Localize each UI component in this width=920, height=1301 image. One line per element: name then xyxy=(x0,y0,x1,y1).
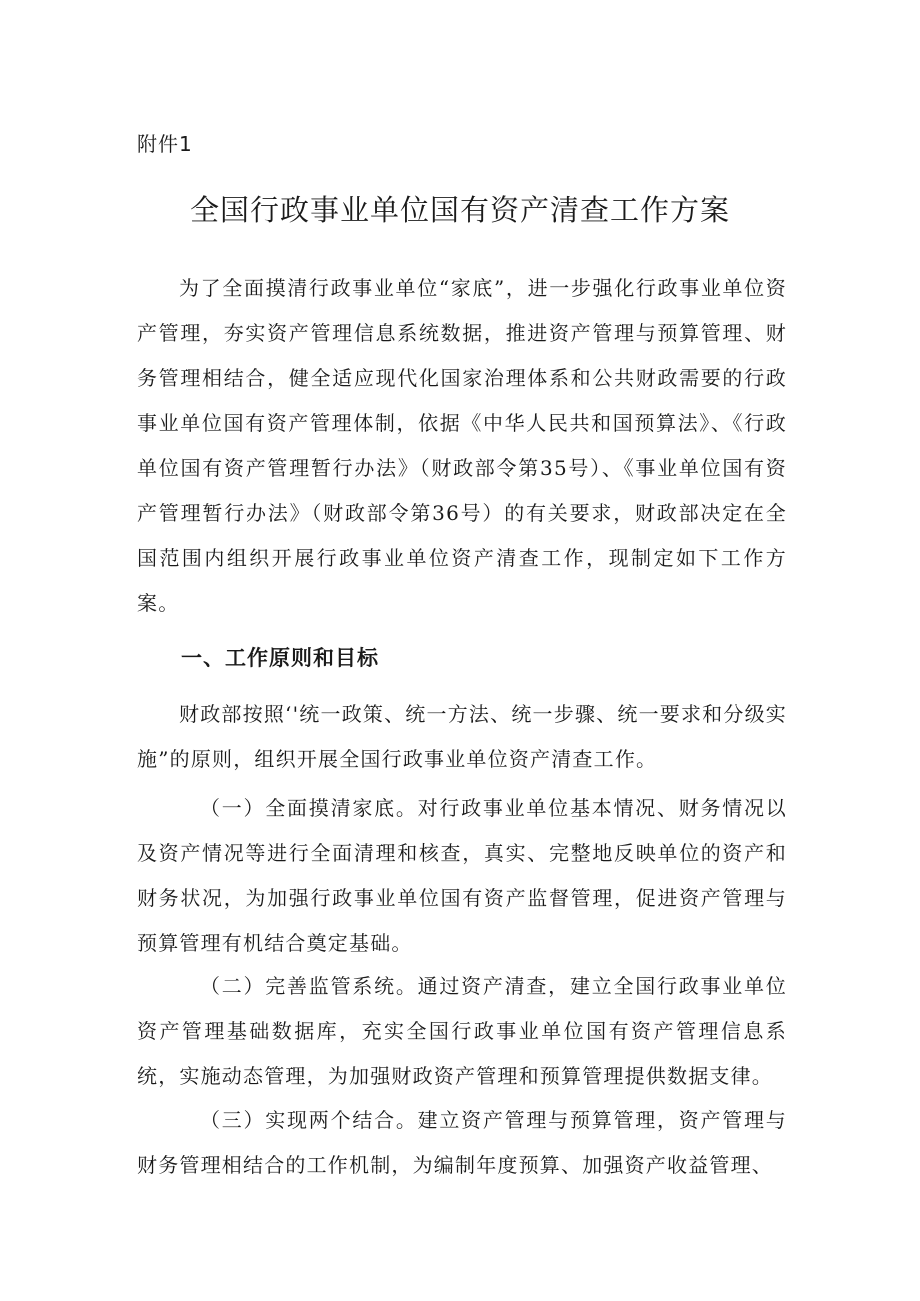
goal-paragraph-2: （二）完善监管系统。通过资产清查，建立全国行政事业单位资产管理基础数据库，充实全国行政事业单位国有资产管理信息系统，实施动态管理，为加强财政资产管理和预算管理提供数据支律。 xyxy=(137,974,787,1088)
intro-paragraph: 为了全面摸清行政事业单位“家底”，进一步强化行政事业单位资产管理，夯实资产管理信息系统数据，推进资产管理与预算管理、财务管理相结合，健全适应现代化国家治理体系和公共财政需要的行政事业单位国有资产管理体制，依据《中华人民共和国预算法》、《行政单位国有资产管理暂行办法》（财政部令第35号）、《事业单位国有资产管理暂行办法》（财政部令第36号）的有关要求，财政部决定在全国范围内组织开展行政事业单位资产清查工作，现制定如下工作方案。 xyxy=(137,276,787,615)
goal-paragraph-3: （三）实现两个结合。建立资产管理与预算管理，资产管理与财务管理相结合的工作机制，为编制年度预算、加强资产收益管理、 xyxy=(137,1108,787,1177)
principle-paragraph: 财政部按照‘'统一政策、统一方法、统一步骤、统一要求和分级实施”的原则，组织开展全国行政事业单位资产清查工作。 xyxy=(137,702,787,771)
goal-paragraph-1: （一）全面摸清家底。对行政事业单位基本情况、财务情况以及资产情况等进行全面清理和核查，真实、完整地反映单位的资产和财务状况，为加强行政事业单位国有资产监督管理，促进资产管理与预算管理有机结合奠定基础。 xyxy=(137,796,787,955)
document-title: 全国行政事业单位国有资产清查工作方案 xyxy=(189,193,730,227)
section-heading: 一、工作原则和目标 xyxy=(181,646,379,670)
attachment-label: 附件1 xyxy=(137,132,193,156)
